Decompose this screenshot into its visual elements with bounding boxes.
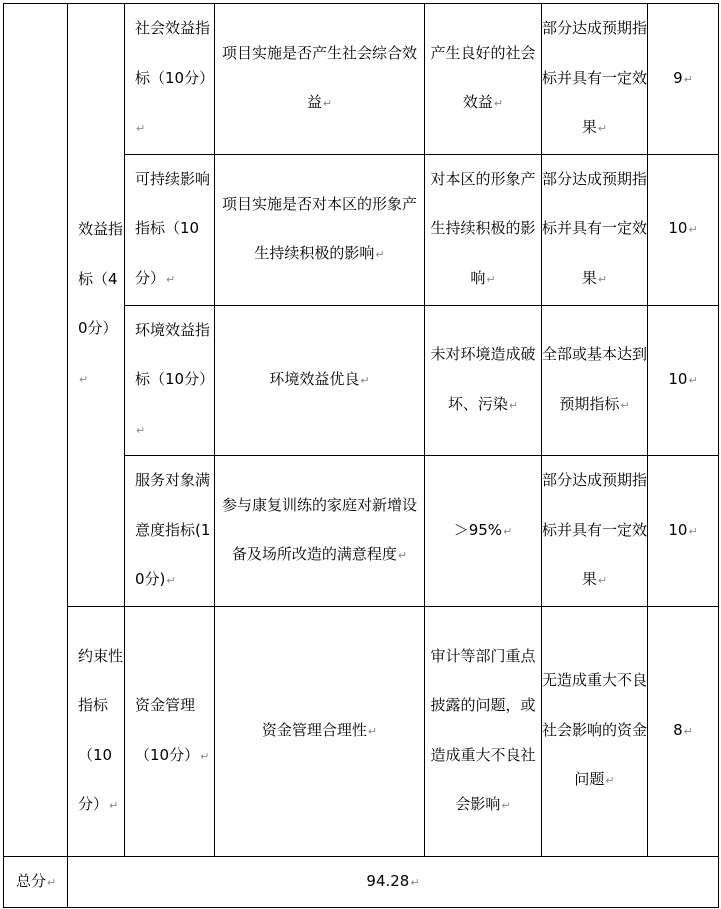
indicator-cell: 服务对象满意度指标(10分)↵ bbox=[125, 456, 215, 607]
content-cell: 项目实施是否对本区的形象产生持续积极的影响↵ bbox=[215, 154, 425, 305]
content-cell: 资金管理合理性↵ bbox=[215, 606, 425, 856]
standard-cell: 审计等部门重点披露的问题，或造成重大不良社会影响↵ bbox=[425, 606, 542, 856]
standard-cell: 产生良好的社会效益↵ bbox=[425, 4, 542, 155]
content-cell: 参与康复训练的家庭对新增设备及场所改造的满意程度↵ bbox=[215, 456, 425, 607]
score-cell: 10↵ bbox=[648, 456, 719, 607]
indicator-cell: 资金管理（10分）↵ bbox=[125, 606, 215, 856]
evaluation-cell: 部分达成预期指标并具有一定效果↵ bbox=[542, 154, 648, 305]
outer-category-cell bbox=[4, 4, 68, 857]
score-cell: 9↵ bbox=[648, 4, 719, 155]
standard-cell: ＞95%↵ bbox=[425, 456, 542, 607]
indicator-cell: 社会效益指标（10分）↵ bbox=[125, 4, 215, 155]
category-cell-benefit: 效益指标（40分）↵ bbox=[68, 4, 125, 607]
total-value: 94.28↵ bbox=[68, 856, 719, 908]
content-cell: 环境效益优良↵ bbox=[215, 305, 425, 456]
content-cell: 项目实施是否产生社会综合效益↵ bbox=[215, 4, 425, 155]
table-row bbox=[4, 606, 719, 856]
standard-cell: 未对环境造成破坏、污染↵ bbox=[425, 305, 542, 456]
score-cell: 10↵ bbox=[648, 305, 719, 456]
indicator-cell: 环境效益指标（10分）↵ bbox=[125, 305, 215, 456]
indicator-cell: 可持续影响指标（10分）↵ bbox=[125, 154, 215, 305]
score-cell: 10↵ bbox=[648, 154, 719, 305]
standard-cell: 对本区的形象产生持续积极的影响↵ bbox=[425, 154, 542, 305]
evaluation-cell: 部分达成预期指标并具有一定效果↵ bbox=[542, 456, 648, 607]
evaluation-cell: 全部或基本达到预期指标↵ bbox=[542, 305, 648, 456]
table-row bbox=[4, 4, 719, 155]
evaluation-table bbox=[3, 3, 719, 908]
score-cell: 8↵ bbox=[648, 606, 719, 856]
category-cell-constraint: 约束性指标（10分）↵ bbox=[68, 606, 125, 856]
evaluation-cell: 无造成重大不良社会影响的资金问题↵ bbox=[542, 606, 648, 856]
total-label: 总分↵ bbox=[4, 856, 68, 908]
evaluation-cell: 部分达成预期指标并具有一定效果↵ bbox=[542, 4, 648, 155]
total-row bbox=[4, 856, 719, 908]
